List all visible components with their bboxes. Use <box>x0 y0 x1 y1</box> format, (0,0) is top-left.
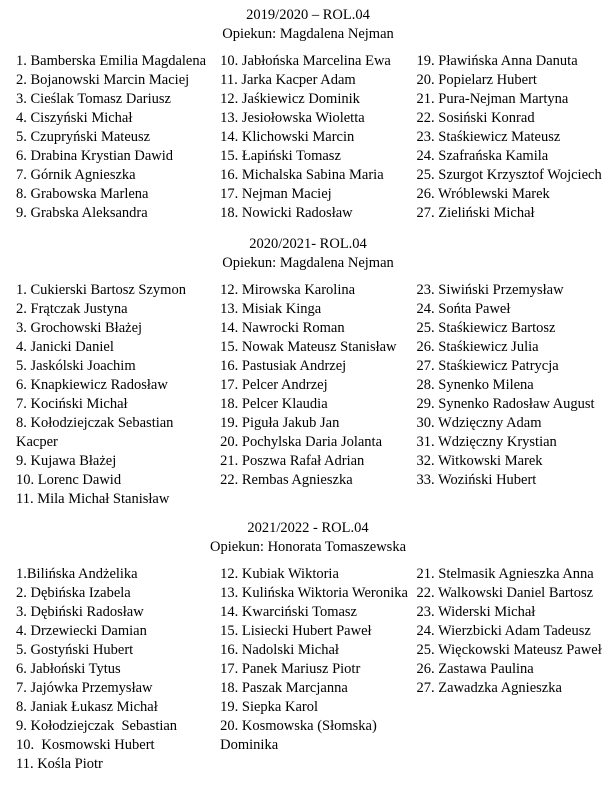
list-item: 15. Lisiecki Hubert Paweł <box>220 623 372 639</box>
list-item: 2. Frątczak Justyna <box>16 301 128 317</box>
column-2 <box>216 565 412 755</box>
list-item: 1.Bilińska Andżelika <box>16 566 138 582</box>
list-item: 24. Wierzbicki Adam Tadeusz <box>416 623 591 639</box>
list-item: 6. Jabłoński Tytus <box>16 661 121 677</box>
list-item: 9. Kujawa Błażej <box>16 453 117 469</box>
list-item: 16. Michalska Sabina Maria <box>220 167 384 183</box>
list-item: 32. Witkowski Marek <box>416 453 543 469</box>
list-item: 6. Knapkiewicz Radosław <box>16 377 168 393</box>
list-item: 12. Mirowska Karolina <box>220 282 356 298</box>
list-item: 14. Nawrocki Roman <box>220 320 345 336</box>
section-title: 2021/2022 - ROL.04 <box>247 520 369 536</box>
name-columns <box>10 52 606 223</box>
list-item: 13. Jesiołowska Wioletta <box>220 110 365 126</box>
column-3 <box>413 565 606 698</box>
list-item: 16. Pastusiak Andrzej <box>220 358 347 374</box>
list-item: 5. Gostyński Hubert <box>16 642 134 658</box>
list-item: 17. Pelcer Andrzej <box>220 377 328 393</box>
list-item: 15. Nowak Mateusz Stanisław <box>220 339 397 355</box>
list-item: 17. Nejman Maciej <box>220 186 332 202</box>
list-item: 19. Siepka Karol <box>220 699 318 715</box>
list-item: 3. Cieślak Tomasz Dariusz <box>16 91 171 107</box>
list-item: 28. Synenko Milena <box>416 377 534 393</box>
column-2 <box>216 52 412 223</box>
list-item: 10. Jabłońska Marcelina Ewa <box>220 53 391 69</box>
list-item: 22. Rembas Agnieszka <box>220 472 353 488</box>
section-spacer <box>10 223 606 235</box>
list-item: 13. Misiak Kinga <box>220 301 322 317</box>
list-item: 9. Kołodziejczak Sebastian <box>16 718 178 734</box>
list-item: 11. Mila Michał Stanisław <box>16 491 170 507</box>
list-item: 27. Staśkiewicz Patrycja <box>416 358 559 374</box>
section-title: 2019/2020 – ROL.04 <box>246 7 370 23</box>
list-item: 18. Nowicki Radosław <box>220 205 353 221</box>
section-supervisor: Opiekun: Honorata Tomaszewska <box>209 539 407 555</box>
list-item: 20. Pochylska Daria Jolanta <box>220 434 383 450</box>
column-3 <box>413 281 606 490</box>
list-item: 24. Szafrańska Kamila <box>416 148 549 164</box>
section-supervisor: Opiekun: Magdalena Nejman <box>222 26 394 42</box>
list-item: 27. Zawadzka Agnieszka <box>416 680 562 696</box>
list-item: 19. Pławińska Anna Danuta <box>416 53 578 69</box>
list-item: 10. Kosmowski Hubert <box>16 737 155 753</box>
list-item: 23. Widerski Michał <box>416 604 536 620</box>
list-item: 9. Grabska Aleksandra <box>16 205 148 221</box>
list-item: 4. Janicki Daniel <box>16 339 114 355</box>
list-item: 15. Łapiński Tomasz <box>220 148 341 164</box>
list-item: 24. Sońta Paweł <box>416 301 511 317</box>
list-item: 17. Panek Mariusz Piotr <box>220 661 361 677</box>
column-1 <box>10 281 216 509</box>
list-item: 18. Paszak Marcjanna <box>220 680 348 696</box>
list-item: 2. Dębińska Izabela <box>16 585 131 601</box>
list-item: 22. Sosiński Konrad <box>416 110 535 126</box>
list-item: 29. Synenko Radosław August <box>416 396 595 412</box>
list-item: 13. Kulińska Wiktoria Weronika <box>220 585 408 601</box>
list-item: 26. Zastawa Paulina <box>416 661 534 677</box>
column-1 <box>10 565 216 774</box>
list-item: 4. Drzewiecki Damian <box>16 623 147 639</box>
list-item: 5. Czupryński Mateusz <box>16 129 151 145</box>
section-2020-2021 <box>10 235 606 509</box>
section-title: 2020/2021- ROL.04 <box>249 236 367 252</box>
list-item: 3. Grochowski Błażej <box>16 320 143 336</box>
list-item: 21. Stelmasik Agnieszka Anna <box>416 566 594 582</box>
section-spacer <box>10 509 606 519</box>
list-item: 20. Kosmowska (Słomska) Dominika <box>220 718 381 753</box>
list-item: 8. Grabowska Marlena <box>16 186 149 202</box>
list-item: 27. Zieliński Michał <box>416 205 535 221</box>
list-item: 21. Poszwa Rafał Adrian <box>220 453 365 469</box>
column-2 <box>216 281 412 490</box>
list-item: 4. Ciszyński Michał <box>16 110 133 126</box>
section-header <box>10 6 606 44</box>
list-item: 1. Cukierski Bartosz Szymon <box>16 282 186 298</box>
list-item: 18. Pelcer Klaudia <box>220 396 328 412</box>
section-header <box>10 235 606 273</box>
list-item: 7. Jajówka Przemysław <box>16 680 153 696</box>
list-item: 20. Popielarz Hubert <box>416 72 537 88</box>
section-2019-2020 <box>10 6 606 223</box>
section-header <box>10 519 606 557</box>
list-item: 6. Drabina Krystian Dawid <box>16 148 174 164</box>
column-1 <box>10 52 216 223</box>
list-item: 7. Kociński Michał <box>16 396 128 412</box>
list-item: 12. Jaśkiewicz Dominik <box>220 91 360 107</box>
list-item: 25. Szurgot Krzysztof Wojciech <box>416 167 602 183</box>
column-3 <box>413 52 606 223</box>
list-item: 16. Nadolski Michał <box>220 642 339 658</box>
list-item: 25. Staśkiewicz Bartosz <box>416 320 556 336</box>
list-item: 11. Jarka Kacper Adam <box>220 72 356 88</box>
list-item: 8. Kołodziejczak Sebastian Kacper <box>16 415 178 450</box>
list-item: 10. Lorenc Dawid <box>16 472 122 488</box>
section-2021-2022 <box>10 519 606 774</box>
name-columns <box>10 281 606 509</box>
list-item: 31. Wdzięczny Krystian <box>416 434 557 450</box>
list-item: 26. Staśkiewicz Julia <box>416 339 539 355</box>
list-item: 21. Pura-Nejman Martyna <box>416 91 569 107</box>
list-item: 14. Klichowski Marcin <box>220 129 355 145</box>
list-item: 5. Jaskólski Joachim <box>16 358 136 374</box>
list-item: 23. Staśkiewicz Mateusz <box>416 129 561 145</box>
list-item: 25. Więckowski Mateusz Paweł <box>416 642 602 658</box>
list-item: 14. Kwarciński Tomasz <box>220 604 357 620</box>
list-item: 26. Wróblewski Marek <box>416 186 550 202</box>
list-item: 30. Wdzięczny Adam <box>416 415 542 431</box>
section-supervisor: Opiekun: Magdalena Nejman <box>222 255 394 271</box>
list-item: 23. Siwiński Przemysław <box>416 282 564 298</box>
name-columns <box>10 565 606 774</box>
list-item: 11. Kośla Piotr <box>16 756 103 772</box>
list-item: 8. Janiak Łukasz Michał <box>16 699 158 715</box>
list-item: 22. Walkowski Daniel Bartosz <box>416 585 594 601</box>
list-item: 7. Górnik Agnieszka <box>16 167 136 183</box>
list-item: 3. Dębiński Radosław <box>16 604 144 620</box>
list-item: 1. Bamberska Emilia Magdalena <box>16 53 207 69</box>
list-item: 33. Woziński Hubert <box>416 472 537 488</box>
list-item: 19. Piguła Jakub Jan <box>220 415 340 431</box>
list-item: 2. Bojanowski Marcin Maciej <box>16 72 190 88</box>
list-item: 12. Kubiak Wiktoria <box>220 566 339 582</box>
